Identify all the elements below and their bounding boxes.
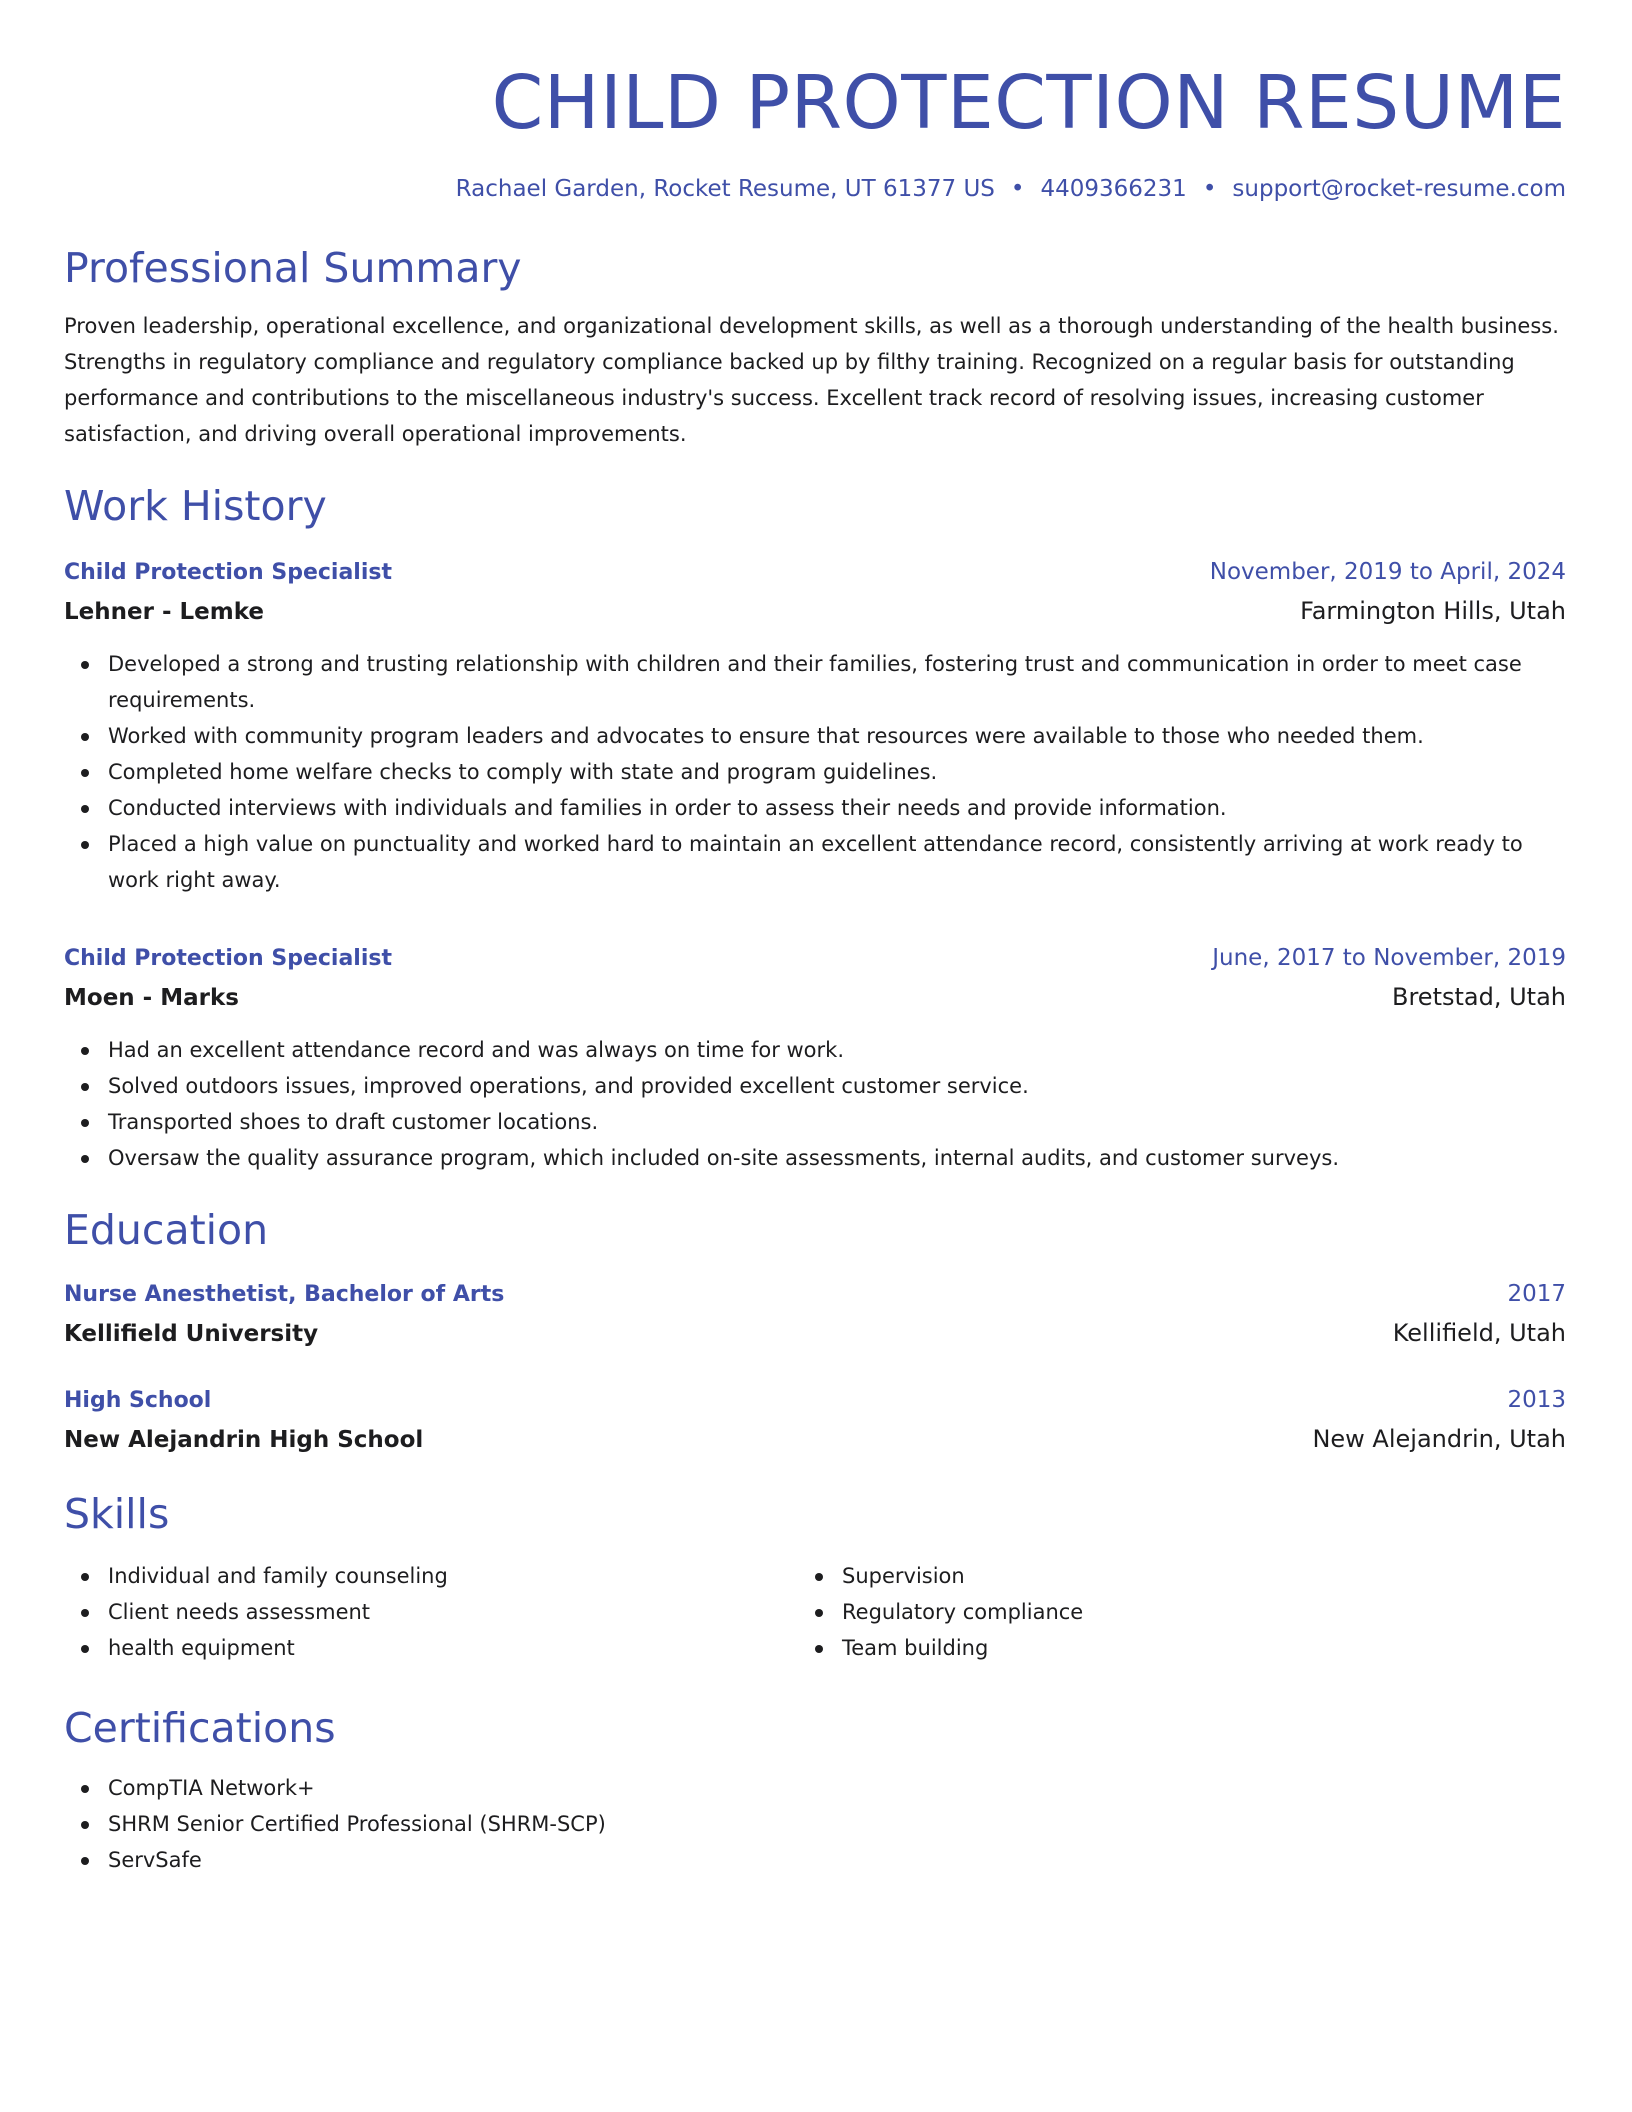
education-school: Kellifield University (64, 1321, 319, 1347)
education-entry (64, 1276, 1566, 1354)
work-history-heading: Work History (64, 482, 327, 530)
job-duty: Placed a high value on punctuality and worked hard to maintain an excellent attendance record, consistently arriving at work ready to work right away. (64, 826, 1566, 898)
work-entry (64, 554, 1566, 898)
summary-text: Proven leadership, operational excellence, and organizational development skills, as well as a thorough understanding of the health business. Strengths in regulatory compliance and regulatory compliance backed up by filthy training. Recognized on a regular basis for outstanding performance and contributions to the miscellaneous industry's success. Excellent track record of resolving issues, increasing customer satisfaction, and driving overall operational improvements. (64, 314, 1559, 446)
certifications-heading: Certifications (64, 1704, 336, 1752)
job-duties (64, 646, 1566, 898)
resume-page (64, 0, 1566, 1878)
skill-item: Supervision (798, 1558, 1532, 1594)
education-year: 2013 (1507, 1387, 1566, 1413)
skills-list-right (798, 1558, 1532, 1666)
skill-item: Individual and family counseling (64, 1558, 798, 1594)
job-title: Child Protection Specialist (64, 946, 392, 971)
skills-columns (64, 1558, 1566, 1666)
education-location: Kellifield, Utah (1392, 1319, 1566, 1347)
job-duty: Transported shoes to draft customer locations. (64, 1104, 1566, 1140)
education-degree: High School (64, 1388, 212, 1413)
summary-heading: Professional Summary (64, 244, 522, 292)
contact-phone: 4409366231 (1040, 176, 1187, 202)
contact-address: Rachael Garden, Rocket Resume, UT 61377 US (455, 176, 995, 202)
skill-item: health equipment (64, 1630, 798, 1666)
certifications-list (64, 1770, 1566, 1878)
work-entry (64, 940, 1566, 1176)
job-duty: Worked with community program leaders and advocates to ensure that resources were available to those who needed them. (64, 718, 1566, 754)
education-location: New Alejandrin, Utah (1312, 1425, 1566, 1453)
job-dates: November, 2019 to April, 2024 (1209, 559, 1566, 585)
job-duty: Completed home welfare checks to comply with state and program guidelines. (64, 754, 1566, 790)
job-location: Farmington Hills, Utah (1300, 597, 1566, 625)
education-entry (64, 1382, 1566, 1460)
contact-separator: • (1010, 176, 1025, 202)
job-duty: Solved outdoors issues, improved operations, and provided excellent customer service. (64, 1068, 1566, 1104)
education-school: New Alejandrin High School (64, 1427, 424, 1453)
skills-heading: Skills (64, 1490, 170, 1538)
contact-line (64, 172, 1566, 206)
skill-item: Client needs assessment (64, 1594, 798, 1630)
contact-email: support@rocket-resume.com (1232, 176, 1566, 202)
job-duty: Oversaw the quality assurance program, which included on-site assessments, internal audits, and customer surveys. (64, 1140, 1566, 1176)
resume-title: CHILD PROTECTION RESUME (491, 60, 1566, 146)
skill-item: Regulatory compliance (798, 1594, 1532, 1630)
certification-item: CompTIA Network+ (64, 1770, 1566, 1806)
certification-item: ServSafe (64, 1842, 1566, 1878)
job-title: Child Protection Specialist (64, 560, 392, 585)
job-company: Lehner - Lemke (64, 599, 265, 625)
job-dates: June, 2017 to November, 2019 (1212, 945, 1566, 971)
certification-item: SHRM Senior Certified Professional (SHRM-SCP) (64, 1806, 1566, 1842)
education-degree: Nurse Anesthetist, Bachelor of Arts (64, 1282, 505, 1307)
job-duty: Developed a strong and trusting relationship with children and their families, fostering trust and communication in order to meet case requirements. (64, 646, 1566, 718)
skill-item: Team building (798, 1630, 1532, 1666)
job-duty: Conducted interviews with individuals and families in order to assess their needs and provide information. (64, 790, 1566, 826)
job-company: Moen - Marks (64, 985, 239, 1011)
job-duty: Had an excellent attendance record and was always on time for work. (64, 1032, 1566, 1068)
contact-separator: • (1202, 176, 1217, 202)
education-heading: Education (64, 1206, 269, 1254)
education-year: 2017 (1507, 1281, 1566, 1307)
job-location: Bretstad, Utah (1392, 983, 1566, 1011)
job-duties (64, 1032, 1566, 1176)
skills-list-left (64, 1558, 798, 1666)
